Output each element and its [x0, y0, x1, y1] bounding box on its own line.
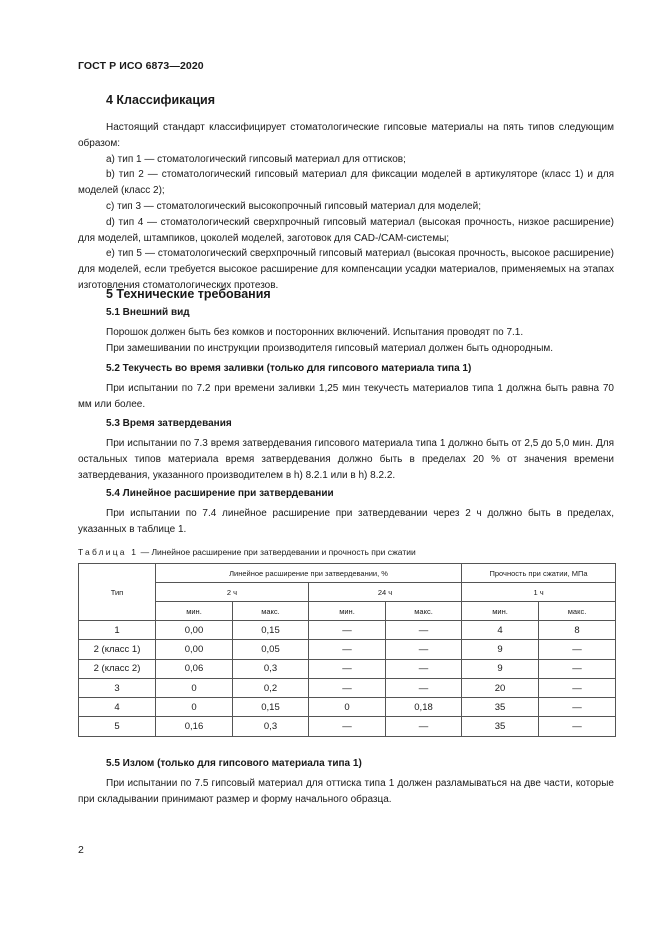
- section-5-5-title: 5.5 Излом (только для гипсового материала типа 1): [106, 758, 362, 769]
- table-cell: 35: [462, 698, 539, 717]
- col-header-max: макс.: [233, 602, 309, 621]
- section-5-3-title: 5.3 Время затвердевания: [106, 418, 232, 429]
- table-caption-label: Таблица 1: [78, 547, 139, 557]
- col-group-expansion: Линейное расширение при затвердевании, %: [156, 564, 462, 583]
- table-cell: —: [309, 621, 386, 640]
- table-1: [78, 563, 616, 737]
- col-group-strength: Прочность при сжатии, МПа: [462, 564, 616, 583]
- table-cell: 0,06: [156, 659, 233, 678]
- table-cell: —: [386, 717, 462, 736]
- table-cell: —: [386, 621, 462, 640]
- section-5-title: 5 Технические требования: [106, 287, 271, 301]
- table-cell: 0,00: [156, 640, 233, 659]
- table-cell: —: [539, 678, 616, 697]
- section-5-2-body: [78, 381, 614, 413]
- col-header-min: мин.: [309, 602, 386, 621]
- table-cell: 0,15: [233, 698, 309, 717]
- table-cell: 20: [462, 678, 539, 697]
- paragraph: При испытании по 7.2 при времени заливки 1,25 мин текучесть материалов типа 1 должна быть равна 70 мм или более.: [78, 383, 614, 410]
- col-header-2h: 2 ч: [156, 583, 309, 602]
- table-cell: —: [386, 640, 462, 659]
- table-cell: 0,18: [386, 698, 462, 717]
- table-caption-text: — Линейное расширение при затвердевании и прочность при сжатии: [138, 547, 416, 557]
- table-cell: —: [539, 640, 616, 659]
- col-header-min: мин.: [156, 602, 233, 621]
- list-item: a) тип 1 — стоматологический гипсовый материал для оттисков;: [106, 153, 406, 165]
- table-cell: 9: [462, 640, 539, 659]
- paragraph: При испытании по 7.3 время затвердевания гипсового материала типа 1 должно быть от 2,5 до 5,0 мин. Для остальных типов материала время затвердевания должно быть в пределах 20 % от значения времени затвердевания, указанного производителем в h) 8.2.1 или в h) 8.2.2.: [78, 438, 614, 481]
- section-4-title: 4 Классификация: [106, 93, 216, 107]
- col-header-1h: 1 ч: [462, 583, 616, 602]
- col-header-max: макс.: [539, 602, 616, 621]
- section-5-3-body: [78, 436, 614, 483]
- table-cell: 0: [309, 698, 386, 717]
- table-cell: —: [539, 717, 616, 736]
- table-cell: —: [309, 678, 386, 697]
- table-cell: 0,3: [233, 659, 309, 678]
- col-header-min: мин.: [462, 602, 539, 621]
- table-cell: 8: [539, 621, 616, 640]
- paragraph: При испытании по 7.4 линейное расширение при затвердевании через 2 ч должно быть в пределах, указанных в таблице 1.: [78, 508, 614, 535]
- table-cell: —: [309, 640, 386, 659]
- table-cell: —: [539, 659, 616, 678]
- table-cell: 0,3: [233, 717, 309, 736]
- paragraph: При замешивании по инструкции производителя гипсовый материал должен быть однородным.: [106, 342, 554, 354]
- list-item: e) тип 5 — стоматологический сверхпрочный гипсовый материал (высокая прочность, высокое расширение) для моделей, если требуется высокое расширение для компенсации усадки материалов, применяемых на этапах изготовления стоматологических протезов.: [78, 248, 614, 291]
- table-cell: 0,16: [156, 717, 233, 736]
- table-cell: 2 (класс 2): [79, 659, 156, 678]
- table-caption: [78, 547, 416, 557]
- paragraph: Порошок должен быть без комков и посторонних включений. Испытания проводят по 7.1.: [106, 327, 524, 338]
- table-cell: 0,15: [233, 621, 309, 640]
- table-cell: 2 (класс 1): [79, 640, 156, 659]
- table-cell: —: [539, 698, 616, 717]
- paragraph: Настоящий стандарт классифицирует стоматологические гипсовые материалы на пять типов следующим образом:: [78, 122, 614, 149]
- section-5-5-body: [78, 776, 614, 808]
- col-header-24h: 24 ч: [309, 583, 462, 602]
- list-item: b) тип 2 — стоматологический гипсовый материал для фиксации моделей в артикуляторе (класс 1) и для моделей (класс 2);: [78, 169, 614, 197]
- table-row: [79, 621, 616, 640]
- table-row: [79, 678, 616, 697]
- table-cell: 4: [462, 621, 539, 640]
- table-cell: —: [309, 659, 386, 678]
- list-item: c) тип 3 — стоматологический высокопрочный гипсовый материал для моделей;: [106, 200, 481, 212]
- table-cell: 4: [79, 698, 156, 717]
- table-cell: 1: [79, 621, 156, 640]
- table-cell: 0,00: [156, 621, 233, 640]
- section-5-4-title: 5.4 Линейное расширение при затвердевании: [106, 488, 334, 499]
- section-5-1-body: [78, 325, 614, 357]
- table-cell: 0: [156, 678, 233, 697]
- table-cell: 0: [156, 698, 233, 717]
- table-cell: 9: [462, 659, 539, 678]
- page-number: 2: [78, 844, 84, 856]
- table-cell: 5: [79, 717, 156, 736]
- table-cell: —: [309, 717, 386, 736]
- list-item: d) тип 4 — стоматологический сверхпрочный гипсовый материал (высокая прочность, низкое расширение) для моделей, штампиков, цоколей моделей, заготовок для CAD-/CAM-системы;: [78, 216, 614, 244]
- table-cell: 0,05: [233, 640, 309, 659]
- table-row: [79, 640, 616, 659]
- table-row: [79, 659, 616, 678]
- section-5-4-body: [78, 506, 614, 538]
- table-cell: —: [386, 678, 462, 697]
- table-row: [79, 717, 616, 736]
- table-cell: 3: [79, 678, 156, 697]
- section-4-body: [78, 120, 614, 294]
- table-cell: 0,2: [233, 678, 309, 697]
- table-cell: —: [386, 659, 462, 678]
- col-header-type: Тип: [79, 564, 156, 621]
- paragraph: При испытании по 7.5 гипсовый материал для оттиска типа 1 должен разламываться на две части, которые при складывании принимают размер и форму начального образца.: [78, 778, 614, 805]
- table-row: [79, 698, 616, 717]
- table-cell: 35: [462, 717, 539, 736]
- standard-header: ГОСТ Р ИСО 6873—2020: [78, 60, 204, 72]
- section-5-2-title: 5.2 Текучесть во время заливки (только для гипсового материала типа 1): [106, 363, 472, 374]
- col-header-max: макс.: [386, 602, 462, 621]
- section-5-1-title: 5.1 Внешний вид: [106, 307, 190, 318]
